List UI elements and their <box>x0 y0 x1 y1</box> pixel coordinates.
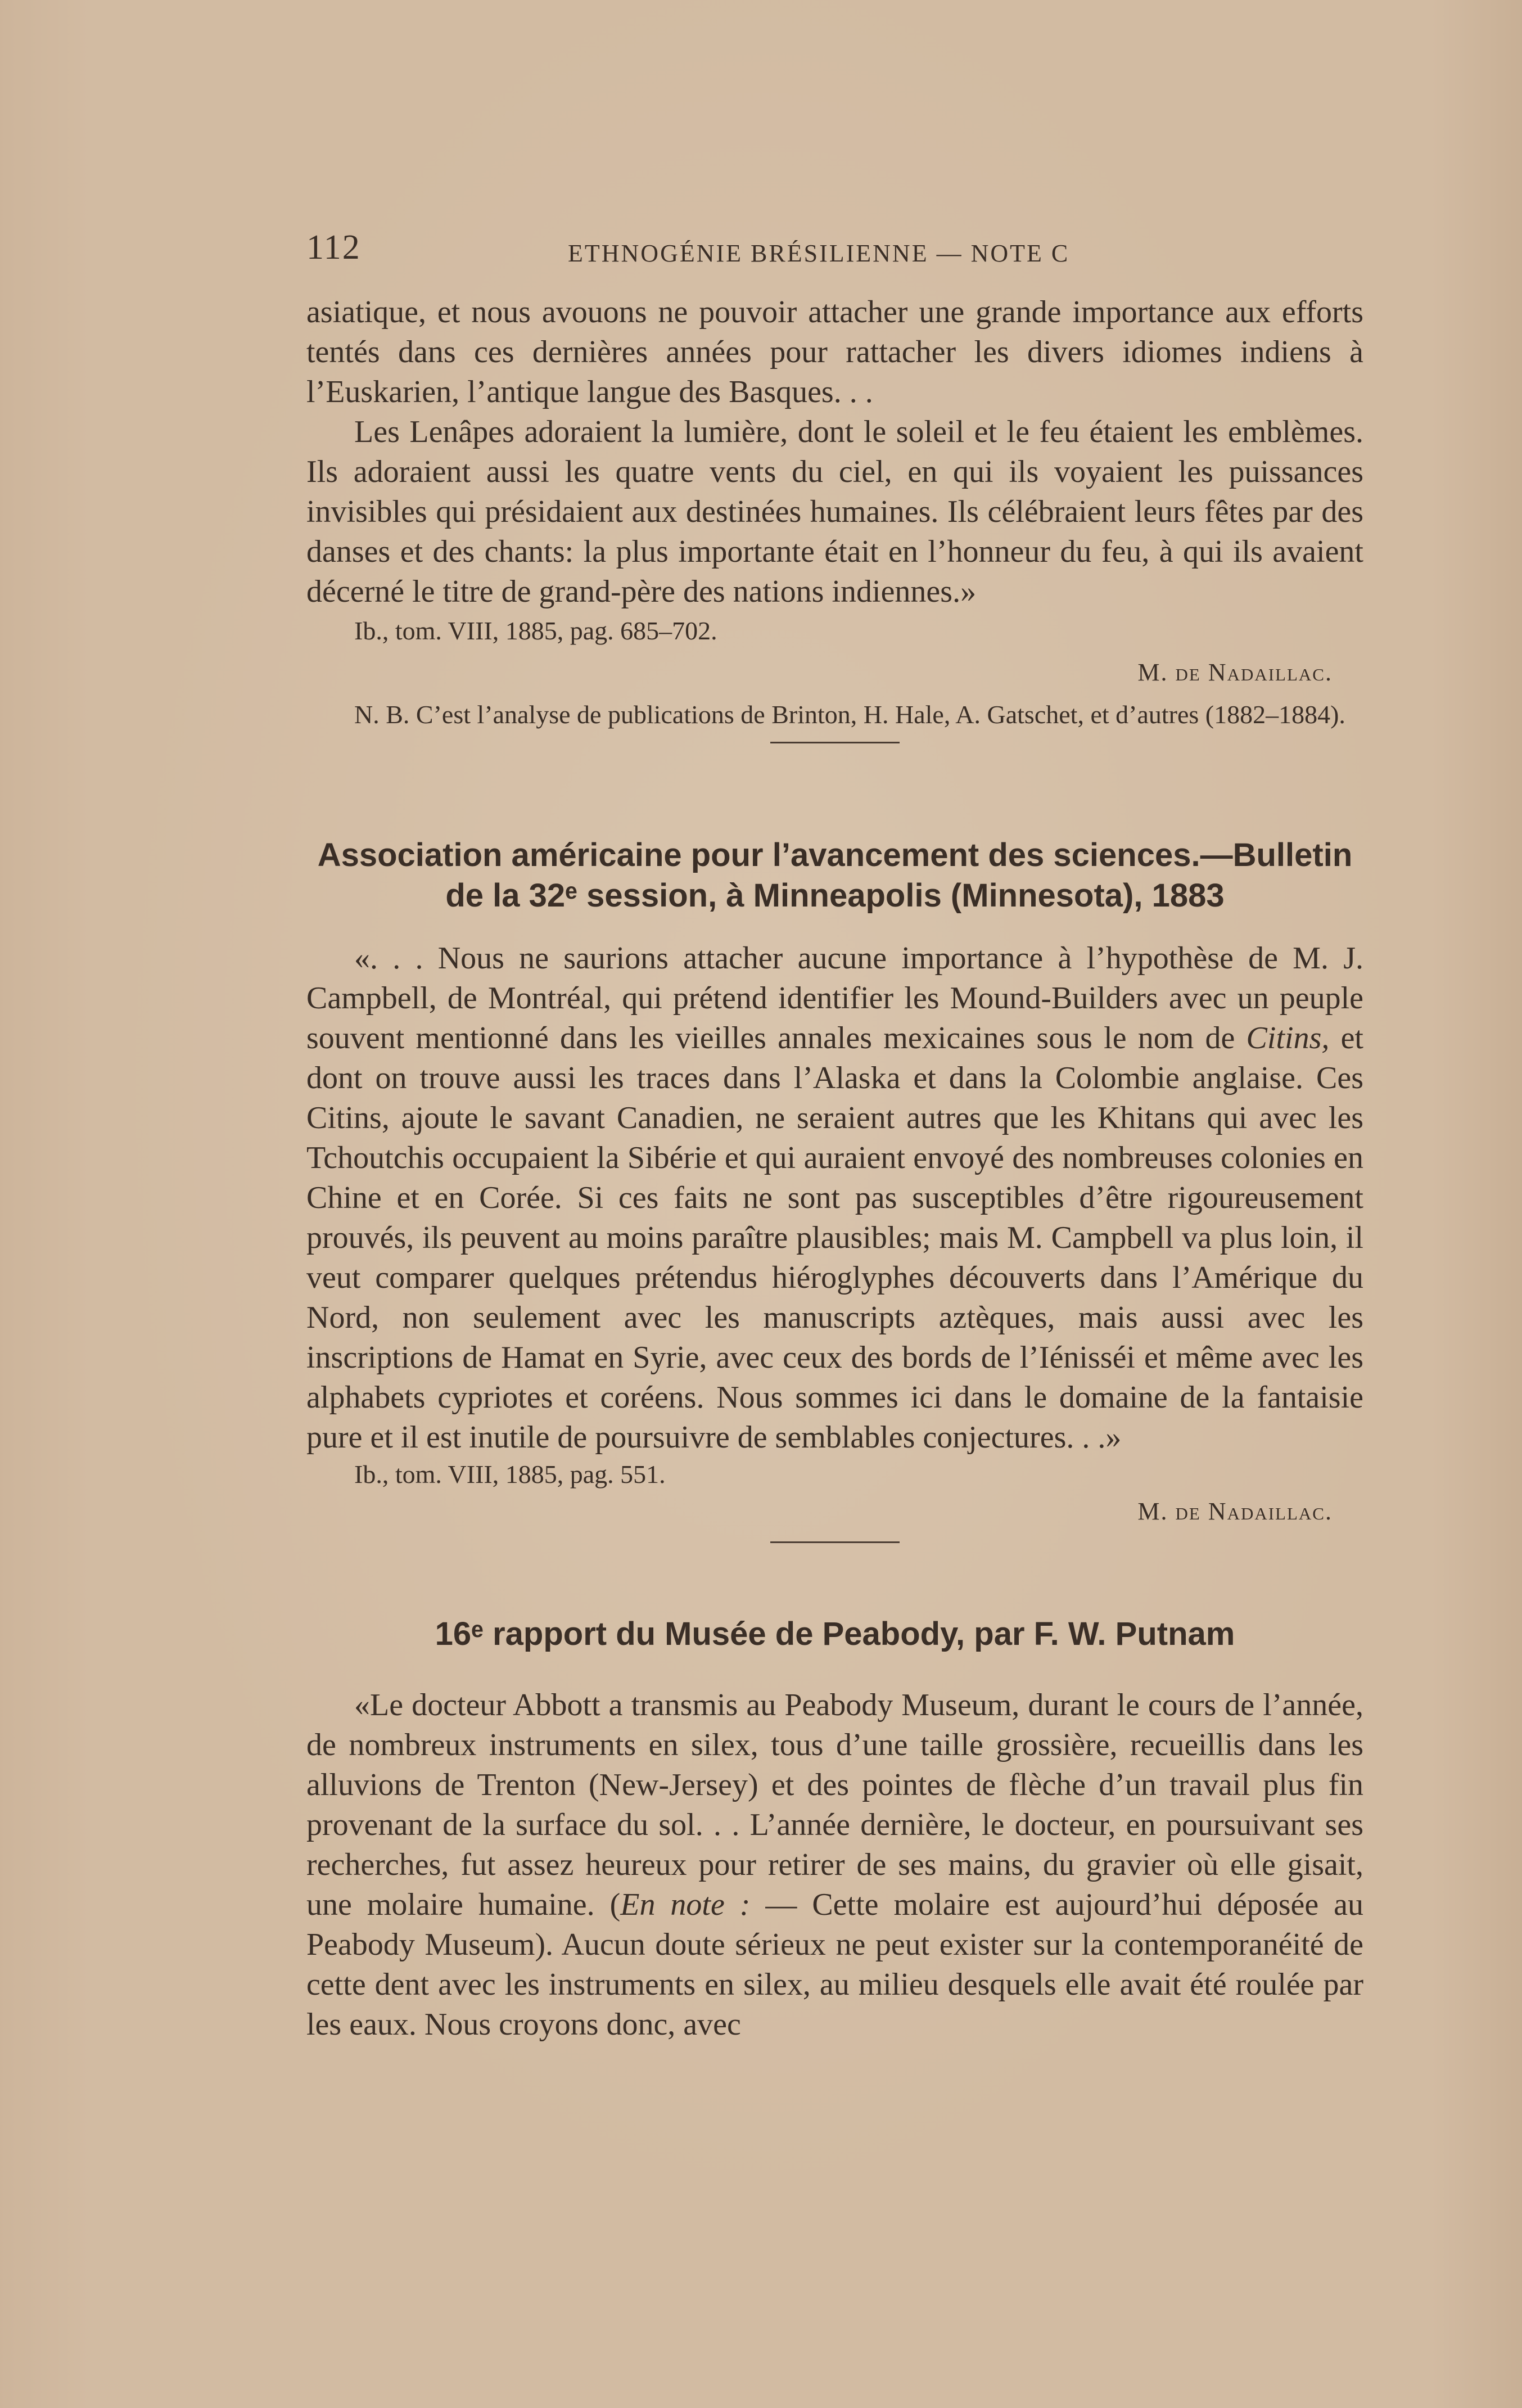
text-column-section-1 <box>306 292 1363 743</box>
italic-term: Citins, <box>1246 1021 1330 1056</box>
running-header <box>306 228 1110 273</box>
running-title: ETHNOGÉNIE BRÉSILIENNE — NOTE C <box>568 240 1070 267</box>
text-column-section-3 <box>306 1614 1363 2045</box>
signature: M. de Nadaillac. <box>1137 1498 1333 1525</box>
citation: Ib., tom. VIII, 1885, pag. 685–702. <box>354 616 717 645</box>
section-heading-line: de la 32ᵉ session, à Minneapolis (Minnesota), 1883 <box>445 877 1225 914</box>
section-heading <box>306 835 1363 916</box>
page-number: 112 <box>306 228 361 267</box>
signature: M. de Nadaillac. <box>1137 659 1333 686</box>
paragraph-text: «. . . Nous ne saurions attacher aucune importance à l’hypothèse de M. J. Campbell, de Montréal, qui prétend identifier les Mound-Builders avec un peuple souvent mentionné dans les vieilles annales mexicaines sous le nom de <box>306 941 1363 1056</box>
body-paragraph <box>306 1685 1363 2045</box>
body-paragraph: Les Lenâpes adoraient la lumière, dont le soleil et le feu étaient les emblèmes. Ils adoraient aussi les quatre vents du ciel, en qui ils voyaient les puissances invisibles qui présidaient aux destinées humaines. Ils célébraient leurs fêtes par des danses et des chants: la plus importante était en l’honneur du feu, à qui ils avaient décerné le titre de grand-père des nations indiennes.» <box>306 414 1363 609</box>
citation: Ib., tom. VIII, 1885, pag. 551. <box>354 1460 666 1489</box>
paragraph-text: — Cette molaire est aujourd’hui déposée au Peabody Museum). Aucun doute sérieux ne peut exister sur la contemporanéité de cette dent avec les instruments en silex, au milieu desquels elle avait été roulée par les eaux. Nous croyons donc, avec <box>306 1887 1363 2042</box>
italic-note: En note : <box>620 1887 751 1922</box>
nota-bene: N. B. C’est l’analyse de publications de Brinton, H. Hale, A. Gatschet, et d’autres (1882–1884). <box>354 700 1345 729</box>
text-column-section-2 <box>306 835 1363 1543</box>
paragraph-text: «Le docteur Abbott a transmis au Peabody Museum, durant le cours de l’année, de nombreux instruments en silex, tous d’une taille grossière, recueillis dans les alluvions de Trenton (New-Jersey) et des pointes de flèche d’un travail plus fin provenant de la surface du sol. . . L’année dernière, le docteur, en poursuivant ses recherches, fut assez heureux pour retirer de ses mains, du gravier où elle gisait, une molaire humaine. ( <box>306 1688 1363 1922</box>
body-paragraph <box>306 939 1363 1458</box>
paragraph-text: et dont on trouve aussi les traces dans l’Alaska et dans la Colombie anglaise. Ces Citins, ajoute le savant Canadien, ne seraient autres que les Khitans qui avec les Tchoutchis occupaient la Sibérie et qui auraient envoyé des nombreuses colonies en Chine et en Corée. Si ces faits ne sont pas susceptibles d’être rigoureusement prouvés, ils peuvent au moins paraître plausibles; mais M. Campbell va plus loin, il veut comparer quelques prétendus hiéroglyphes découverts dans l’Amérique du Nord, non seulement avec les manuscripts aztèques, mais aussi avec les inscriptions de Hamat en Syrie, avec ceux des bords de l’Iénisséi et même avec les alphabets cypriotes et coréens. Nous sommes ici dans le domaine de la fantaisie pure et il est inutile de poursuivre de semblables conjectures. . .» <box>306 1021 1363 1455</box>
body-paragraph: asiatique, et nous avouons ne pouvoir attacher une grande importance aux efforts tentés dans ces dernières années pour rattacher les divers idiomes indiens à l’Euskarien, l’antique langue des Basques. . . <box>306 295 1363 409</box>
section-heading-line: Association américaine pour l’avancement des sciences.—Bulletin <box>317 837 1353 873</box>
section-heading: 16ᵉ rapport du Musée de Peabody, par F. W. Putnam <box>435 1616 1235 1652</box>
section-divider <box>770 1541 900 1543</box>
section-divider <box>770 742 900 743</box>
